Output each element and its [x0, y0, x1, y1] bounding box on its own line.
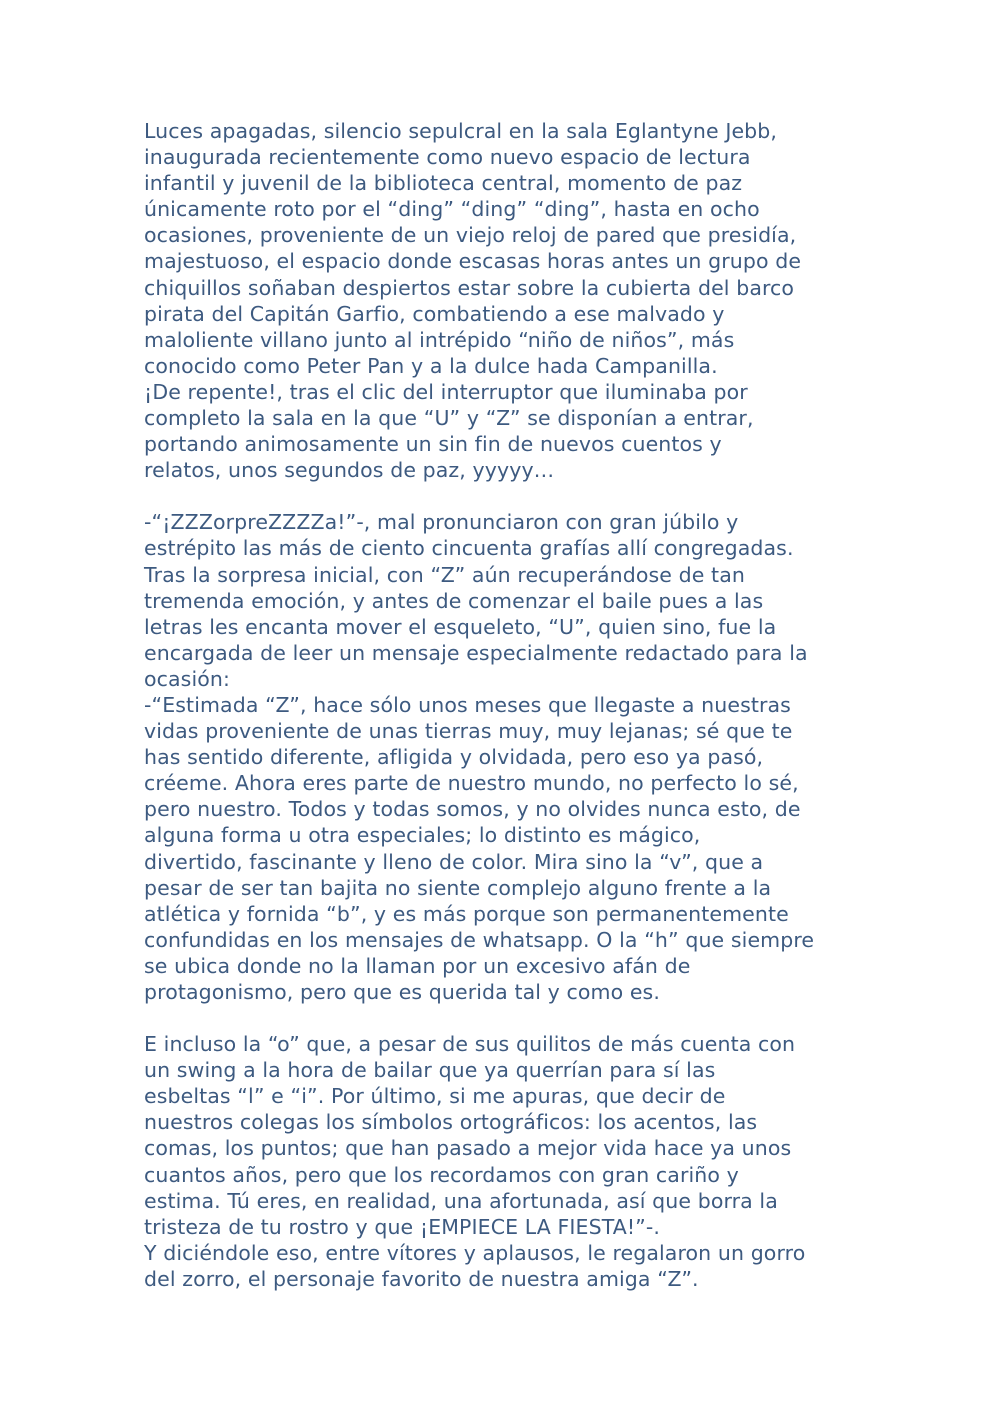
text-line: créeme. Ahora eres parte de nuestro mundo, no perfecto lo sé, — [144, 771, 799, 796]
text-line: cuantos años, pero que los recordamos con gran cariño y — [144, 1162, 739, 1187]
text-line: majestuoso, el espacio donde escasas horas antes un grupo de — [144, 249, 802, 274]
text-line: tristeza de tu rostro y que ¡EMPIECE LA FIESTA!”-. — [144, 1214, 661, 1239]
text-line: divertido, fascinante y lleno de color. Mira sino la “v”, que a — [144, 849, 764, 874]
text-line: relatos, unos segundos de paz, yyyyy… — [144, 458, 555, 483]
text-line: estima. Tú eres, en realidad, una afortunada, así que borra la — [144, 1188, 778, 1213]
text-line: confundidas en los mensajes de whatsapp. O la “h” que siempre — [144, 927, 815, 952]
document-body — [144, 118, 864, 1292]
text-line: E incluso la “o” que, a pesar de sus quilitos de más cuenta con — [144, 1032, 796, 1057]
text-line: inaugurada recientemente como nuevo espacio de lectura — [144, 145, 751, 170]
text-line: Tras la sorpresa inicial, con “Z” aún recuperándose de tan — [144, 562, 745, 587]
text-line: infantil y juvenil de la biblioteca central, momento de paz — [144, 171, 743, 196]
text-line: maloliente villano junto al intrépido “niño de niños”, más — [144, 327, 735, 352]
paragraph-1 — [144, 118, 864, 483]
text-line: has sentido diferente, afligida y olvidada, pero eso ya pasó, — [144, 745, 764, 770]
text-line: atlética y fornida “b”, y es más porque son permanentemente — [144, 901, 789, 926]
text-line: Y diciéndole eso, entre vítores y aplausos, le regalaron un gorro — [144, 1240, 806, 1265]
text-line: comas, los puntos; que han pasado a mejor vida hace ya unos — [144, 1136, 792, 1161]
paragraph-2 — [144, 509, 864, 1005]
text-line: Luces apagadas, silencio sepulcral en la sala Eglantyne Jebb, — [144, 119, 778, 143]
text-line: alguna forma u otra especiales; lo distinto es mágico, — [144, 823, 701, 848]
paragraph-3 — [144, 1031, 864, 1292]
text-line: protagonismo, pero que es querida tal y como es. — [144, 980, 660, 1004]
text-line: del zorro, el personaje favorito de nuestra amiga “Z”. — [144, 1266, 699, 1291]
text-line: chiquillos soñaban despiertos estar sobre la cubierta del barco — [144, 275, 795, 300]
text-line: pirata del Capitán Garfio, combatiendo a ese malvado y — [144, 301, 725, 326]
text-line: ¡De repente!, tras el clic del interruptor que iluminaba por — [144, 379, 748, 404]
text-line: -“¡ZZZorpreZZZZa!”-, mal pronunciaron con gran júbilo y — [144, 510, 739, 535]
text-line: tremenda emoción, y antes de comenzar el baile pues a las — [144, 588, 764, 613]
text-line: vidas proveniente de unas tierras muy, muy lejanas; sé que te — [144, 719, 793, 744]
text-line: ocasión: — [144, 666, 230, 691]
text-line: ocasiones, proveniente de un viejo reloj de pared que presidía, — [144, 223, 797, 248]
text-line: un swing a la hora de bailar que ya querrían para sí las — [144, 1058, 716, 1083]
text-line: pesar de ser tan bajita no siente complejo alguno frente a la — [144, 875, 772, 900]
text-line: completo la sala en la que “U” y “Z” se disponían a entrar, — [144, 406, 754, 431]
text-line: encargada de leer un mensaje especialmente redactado para la — [144, 640, 808, 665]
text-line: pero nuestro. Todos y todas somos, y no olvides nunca esto, de — [144, 797, 801, 822]
text-line: esbeltas “l” e “i”. Por último, si me apuras, que decir de — [144, 1084, 726, 1109]
paragraph-gap — [144, 1005, 864, 1031]
text-line: se ubica donde no la llaman por un excesivo afán de — [144, 953, 691, 978]
text-line: letras les encanta mover el esqueleto, “U”, quien sino, fue la — [144, 614, 777, 639]
paragraph-gap — [144, 483, 864, 509]
text-line: portando animosamente un sin fin de nuevos cuentos y — [144, 432, 722, 457]
text-line: nuestros colegas los símbolos ortográficos: los acentos, las — [144, 1110, 758, 1135]
text-line: únicamente roto por el “ding” “ding” “ding”, hasta en ocho — [144, 197, 760, 222]
text-line: estrépito las más de ciento cincuenta grafías allí congregadas. — [144, 536, 794, 561]
text-line: conocido como Peter Pan y a la dulce hada Campanilla. — [144, 353, 718, 378]
text-line: -“Estimada “Z”, hace sólo unos meses que llegaste a nuestras — [144, 692, 791, 717]
